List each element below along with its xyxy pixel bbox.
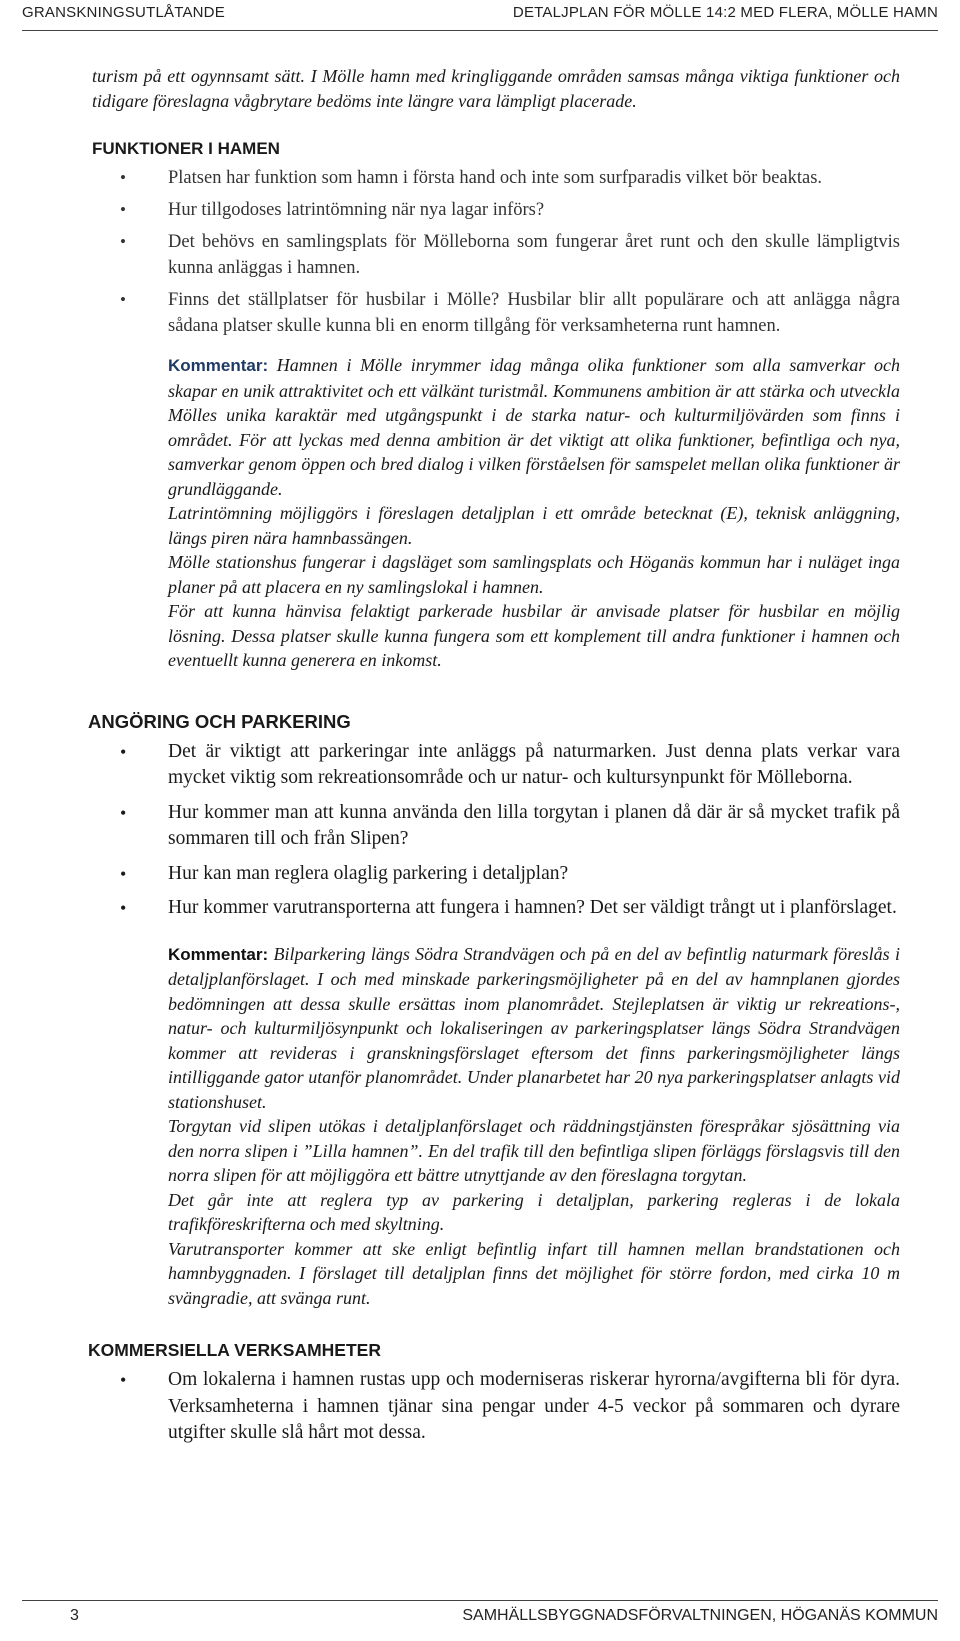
page-content: [88, 64, 901, 1455]
comment-label: Kommentar:: [168, 944, 269, 964]
page-footer: [22, 1607, 938, 1633]
footer-rule: [22, 1600, 938, 1601]
list-item: • Hur tillgodoses latrintömning när nya lagar införs?: [92, 197, 900, 223]
page-number: 3: [70, 1607, 79, 1624]
list-item: • Det är viktigt att parkeringar inte anläggs på naturmarken. Just denna plats verkar vara mycket viktig som rekreationsområde och ur natur- och kultursynpunkt för Mölleborna.: [92, 739, 900, 792]
list-item: • Platsen har funktion som hamn i första hand och inte som surfparadis vilket bör beaktas.: [92, 165, 900, 191]
list-item: • Hur kommer man att kunna använda den lilla torgytan i planen då där är så mycket trafik på sommaren till och från Slipen?: [92, 800, 900, 853]
header-left: GRANSKNINGSUTLÅTANDE: [22, 4, 225, 21]
list-item: • Hur kommer varutransporterna att fungera i hamnen? Det ser väldigt trångt ut i planförslaget.: [92, 895, 900, 922]
funktioner-bullet-list: [92, 165, 900, 339]
comment-text: Torgytan vid slipen utökas i detaljplanförslaget och räddningstjänsten förespråkar sjösättning via den norra slipen i ”Lilla hamnen”. En del trafik till den befintliga slipen förläggs förslagsvis till den norra slipen för att möjliggöra ett bättre utnyttjande av den föreslagna torgytan.: [168, 1116, 900, 1185]
list-item: • Hur kan man reglera olaglig parkering i detaljplan?: [92, 861, 900, 888]
section-title-kommersiella: KOMMERSIELLA VERKSAMHETER: [88, 1340, 381, 1360]
comment-text: För att kunna hänvisa felaktigt parkerade husbilar är anvisade platser för husbilar en möjlig lösning. Dessa platser skulle kunna fungera som ett komplement till andra funktioner i hamnen och eventuellt kunna generera en inkomst.: [168, 601, 900, 670]
list-item: • Finns det ställplatser för husbilar i Mölle? Husbilar blir allt populärare och att anlägga några sådana platser skulle kunna bli en enorm tillgång för verksamheterna runt hamnen.: [92, 287, 900, 339]
header-right: DETALJPLAN FÖR MÖLLE 14:2 MED FLERA, MÖLLE HAMN: [512, 4, 938, 21]
list-item: • Det behövs en samlingsplats för Mölleborna som fungerar året runt och den skulle lämpligtvis kunna anläggas i hamnen.: [92, 229, 900, 281]
comment-text: Bilparkering längs Södra Strandvägen och på en del av befintlig naturmark föreslås i detaljplanförslaget. I och med minskade parkeringsmöjligheter på en del av hamnplanen gjordes bedömningen att dessa skulle ersättas inom planområdet. Stejleplatsen är viktig ur rekreations-, natur- och kulturmiljösynpunkt och lokaliseringen av parkeringsplatser längs Södra Strandvägen kommer att revideras i granskningsförslaget eftersom det finns parkeringsmöjligheter längs intilliggande gator utanför planområdet. Under planarbetet har 20 nya parkeringsplatser anlagts vid stationshuset.: [168, 943, 900, 1112]
angoring-bullet-list: [92, 739, 900, 922]
footer-org: SAMHÄLLSBYGGNADSFÖRVALTNINGEN, HÖGANÄS KOMMUN: [462, 1607, 938, 1624]
angoring-comment: [92, 942, 900, 1311]
comment-text: Hamnen i Mölle inrymmer idag många olika funktioner som alla samverkar och skapar en unik attraktivitet och ett välkänt turistmål. Kommunens ambition är att stärka och utveckla Mölles unika karaktär med utgångspunkt i de starka natur- och kulturmiljövärden som finns i området. För att lyckas med denna ambition är det viktigt att olika funktioner, befintliga och nya, samverkar genom öppen och bred dialog i vilken förståelsen för samspelet mellan olika funktioner är grundläggande.: [168, 355, 901, 499]
section-title-funktioner: FUNKTIONER I HAMEN: [92, 139, 280, 158]
comment-text: Det går inte att reglera typ av parkering i detaljplan, parkering regleras i de lokala trafikföreskrifterna och med skyltning.: [168, 1189, 900, 1234]
funktioner-comment: [92, 353, 900, 673]
section-title-angoring: ANGÖRING OCH PARKERING: [88, 710, 351, 732]
page-header: [22, 4, 938, 28]
header-rule: [22, 30, 938, 31]
comment-text: Latrintömning möjliggörs i föreslagen detaljplan i ett område betecknat (E), teknisk anläggning, längs piren nära hamnbassängen.: [168, 503, 900, 548]
intro-paragraph: turism på ett ogynnsamt sätt. I Mölle hamn med kringliggande områden samsas många viktiga funktioner och tidigare föreslagna vågbrytare bedöms inte längre vara lämpligt placerade.: [92, 66, 900, 111]
kommersiella-bullet-list: [92, 1367, 900, 1447]
comment-label: Kommentar:: [168, 356, 269, 375]
comment-text: Mölle stationshus fungerar i dagsläget som samlingsplats och Höganäs kommun har i nuläget inga planer på att placera en ny samlingslokal i hamnen.: [168, 552, 900, 597]
list-item: • Om lokalerna i hamnen rustas upp och moderniseras riskerar hyrorna/avgifterna bli för dyra. Verksamheterna i hamnen tjänar sina pengar under 4-5 veckor på sommaren och dyrare utgifter skulle slå hårt mot dessa.: [92, 1367, 900, 1447]
comment-text: Varutransporter kommer att ske enligt befintlig infart till hamnen mellan brandstationen och hamnbyggnaden. I förslaget till detaljplan finns det möjlighet för större fordon, med cirka 10 m svängradie, att svänga runt.: [168, 1238, 900, 1308]
